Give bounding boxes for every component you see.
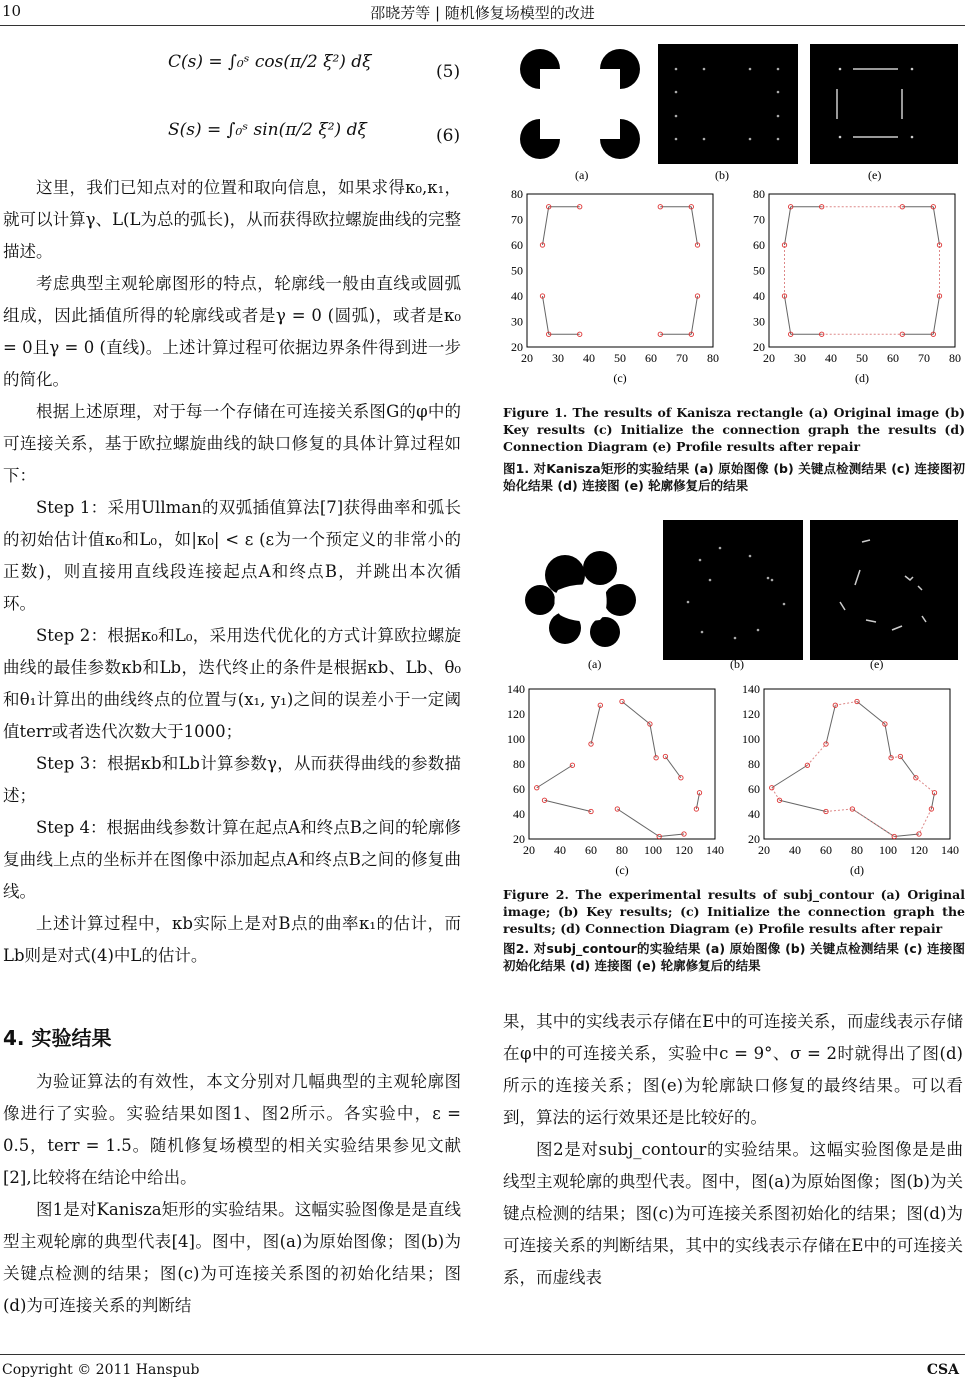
- y-tick-label: 50: [511, 263, 523, 278]
- footer-copyright: Copyright © 2011 Hanspub: [2, 1362, 200, 1378]
- figure1-caption-zh: 图1. 对Kanisza矩形的实验结果 (a) 原始图像 (b) 关键点检测结果 (c) 连接图初始化结果 (d) 连接图 (e) 轮廓修复后的结果: [503, 461, 965, 493]
- y-tick-label: 120: [742, 707, 760, 721]
- x-tick-label: 120: [910, 843, 928, 857]
- x-tick-label: 30: [794, 351, 806, 365]
- paragraph: Step 2：根据κ₀和L₀，采用迭代优化的方式计算欧拉螺旋曲线的最佳参数κb和Lb，迭代终止的条件是根据κb、Lb、θ₀和θ₁计算出的曲线终点的位置与(x₁, y₁)之间的误差小于一定阈值terr或者迭代次数大于1000；: [3, 626, 461, 741]
- x-tick-label: 80: [851, 843, 863, 857]
- figure1-original-image: [510, 44, 650, 164]
- x-tick-label: 50: [856, 351, 868, 365]
- x-tick-label: 20: [758, 843, 770, 857]
- y-tick-label: 50: [753, 263, 765, 278]
- y-tick-label: 100: [507, 732, 525, 746]
- right-column-text: [503, 1006, 963, 1294]
- x-tick-label: 140: [706, 843, 724, 857]
- y-tick-label: 140: [742, 683, 760, 696]
- left-column-text-2: [3, 1066, 461, 1322]
- chart-panel-label: (c): [613, 371, 627, 385]
- figure1-panel-label-a: (a): [575, 168, 589, 182]
- x-tick-label: 60: [887, 351, 899, 365]
- equation-5-label: (5): [436, 62, 461, 82]
- plot-frame: [529, 689, 715, 839]
- x-tick-label: 40: [554, 843, 566, 857]
- y-tick-label: 20: [748, 832, 760, 846]
- x-tick-label: 60: [585, 843, 597, 857]
- equation-5: C(s) = ∫₀ˢ cos(π/2 ξ²) dξ: [168, 52, 372, 72]
- y-tick-label: 20: [511, 340, 523, 354]
- x-tick-label: 70: [676, 351, 688, 365]
- paragraph: 图2是对subj_contour的实验结果。这幅实验图像是是曲线型主观轮廓的典型代表。图中，图(a)为原始图像；图(b)为关键点检测的结果；图(c)为可连接关系图初始化的结果；图(d)为可连接关系的判断结果，其中的实线表示存储在E中的可连接关系，而虚线表: [503, 1140, 963, 1287]
- y-tick-label: 40: [513, 807, 525, 821]
- figure1-chart-d: [745, 188, 965, 398]
- x-tick-label: 100: [879, 843, 897, 857]
- x-tick-label: 60: [645, 351, 657, 365]
- figure1-panel-label-e: (e): [868, 168, 882, 182]
- y-tick-label: 80: [513, 757, 525, 771]
- plot-frame: [527, 194, 713, 347]
- y-tick-label: 80: [748, 757, 760, 771]
- x-tick-label: 50: [614, 351, 626, 365]
- left-column-text: [3, 172, 461, 972]
- y-tick-label: 40: [753, 289, 765, 303]
- x-tick-label: 20: [763, 351, 775, 365]
- paragraph: 这里，我们已知点对的位置和取向信息，如果求得κ₀,κ₁，就可以计算γ、L(L为总的弧长)，从而获得欧拉螺旋曲线的完整描述。: [3, 178, 461, 261]
- x-tick-label: 140: [941, 843, 959, 857]
- page-number: 10: [2, 2, 22, 20]
- equation-6-label: (6): [436, 126, 461, 146]
- y-tick-label: 80: [511, 188, 523, 201]
- footer-rule: [0, 1354, 965, 1355]
- paragraph: Step 4：根据曲线参数计算在起点A和终点B之间的轮廓修复曲线上点的坐标并在图像中添加起点A和终点B之间的修复曲线。: [3, 818, 461, 901]
- figure2-caption-zh: 图2. 对subj_contour的实验结果 (a) 原始图像 (b) 关键点检测结果 (c) 连接图初始化结果 (d) 连接图 (e) 轮廓修复后的结果: [503, 941, 965, 973]
- figure2-caption-en: Figure 2. The experimental results of subj_contour (a) Original image; (b) Key results; (c) Initialize the connection graph the results; (d) Connection Diagram (e) Profile results after repair: [503, 887, 965, 936]
- paragraph: 图1是对Kanisza矩形的实验结果。这幅实验图像是是直线型主观轮廓的典型代表[4]。图中，图(a)为原始图像；图(b)为关键点检测的结果；图(c)为可连接关系图的初始化结果；图(d)为可连接关系的判断结: [3, 1200, 461, 1315]
- x-tick-label: 30: [552, 351, 564, 365]
- section-heading: 4. 实验结果: [3, 1026, 112, 1050]
- y-tick-label: 40: [511, 289, 523, 303]
- paragraph: 为验证算法的有效性，本文分别对几幅典型的主观轮廓图像进行了实验。实验结果如图1、图2所示。各实验中，ε = 0.5，terr = 1.5。随机修复场模型的相关实验结果参见文献[2],比较将在结论中给出。: [3, 1072, 461, 1187]
- chart-panel-label: (d): [855, 371, 869, 385]
- y-tick-label: 60: [753, 238, 765, 252]
- y-tick-label: 70: [511, 212, 523, 227]
- header-rule: [0, 25, 965, 26]
- y-tick-label: 70: [753, 212, 765, 227]
- figure2-repaired-image: [810, 520, 958, 660]
- x-tick-label: 40: [789, 843, 801, 857]
- figure1-chart-c: [503, 188, 728, 398]
- figure2-original-image: [510, 520, 655, 660]
- y-tick-label: 60: [513, 782, 525, 796]
- figure2-image-row: [510, 520, 965, 680]
- x-tick-label: 40: [825, 351, 837, 365]
- paragraph: 考虑典型主观轮廓图形的特点，轮廓线一般由直线或圆弧组成，因此插值所得的轮廓线或者是γ = 0 (圆弧)，或者是κ₀ = 0且γ = 0 (直线)。上述计算过程可依据边界条件得到进一步的简化。: [3, 274, 461, 389]
- x-tick-label: 120: [675, 843, 693, 857]
- y-tick-label: 60: [511, 238, 523, 252]
- paragraph: 上述计算过程中，κb实际上是对B点的曲率κ₁的估计，而Lb则是对式(4)中L的估计。: [3, 914, 461, 965]
- y-tick-label: 80: [753, 188, 765, 201]
- paragraph: 根据上述原理，对于每一个存储在可连接关系图G的φ中的可连接关系，基于欧拉螺旋曲线的缺口修复的具体计算过程如下：: [3, 402, 461, 485]
- x-tick-label: 60: [820, 843, 832, 857]
- x-tick-label: 80: [707, 351, 719, 365]
- equation-6: S(s) = ∫₀ˢ sin(π/2 ξ²) dξ: [168, 120, 367, 140]
- figure2-panel-label-a: (a): [588, 657, 602, 671]
- figure2-chart-d: [738, 683, 965, 881]
- x-tick-label: 20: [521, 351, 533, 365]
- y-tick-label: 30: [511, 314, 523, 329]
- figure1-keypoints-image: [658, 44, 798, 164]
- running-title: 邵晓芳等 | 随机修复场模型的改进: [370, 4, 595, 22]
- footer-journal: CSA: [926, 1362, 959, 1378]
- figure2-keypoints-image: [663, 520, 803, 660]
- paragraph: Step 1：采用Ullman的双弧插值算法[7]获得曲率和弧长的初始估计值κ₀和L₀，如|κ₀| < ε (ε为一个预定义的非常小的正数)，则直接用直线段连接起点A和终点B，并跳出本次循环。: [3, 498, 461, 613]
- x-tick-label: 40: [583, 351, 595, 365]
- x-tick-label: 80: [949, 351, 961, 365]
- figure2-chart-c: [503, 683, 733, 881]
- y-tick-label: 40: [748, 807, 760, 821]
- figure1-caption-en: Figure 1. The results of Kanisza rectangle (a) Original image (b) Key results (c) Initialize the connection graph the results (d) Connection Diagram (e) Profile results after repair: [503, 405, 965, 454]
- paragraph: Step 3：根据κb和Lb计算参数γ，从而获得曲线的参数描述；: [3, 754, 461, 805]
- figure2-panel-label-b: (b): [730, 657, 744, 671]
- x-tick-label: 70: [918, 351, 930, 365]
- chart-panel-label: (d): [850, 863, 864, 877]
- chart-panel-label: (c): [615, 863, 629, 877]
- figure2-panel-label-e: (e): [870, 657, 884, 671]
- plot-frame: [769, 194, 955, 347]
- x-tick-label: 80: [616, 843, 628, 857]
- y-tick-label: 20: [753, 340, 765, 354]
- y-tick-label: 100: [742, 732, 760, 746]
- y-tick-label: 20: [513, 832, 525, 846]
- y-tick-label: 60: [748, 782, 760, 796]
- x-tick-label: 20: [523, 843, 535, 857]
- y-tick-label: 120: [507, 707, 525, 721]
- figure1-repaired-image: [810, 44, 958, 164]
- figure1-panel-label-b: (b): [715, 168, 729, 182]
- paragraph: 果，其中的实线表示存储在E中的可连接关系，而虚线表示存储在φ中的可连接关系，实验中c = 9°、σ = 2时就得出了图(d)所示的连接关系；图(e)为轮廓缺口修复的最终结果。可以看到，算法的运行效果还是比较好的。: [503, 1012, 963, 1127]
- figure1-image-row: [510, 44, 965, 184]
- plot-frame: [764, 689, 950, 839]
- x-tick-label: 100: [644, 843, 662, 857]
- y-tick-label: 140: [507, 683, 525, 696]
- y-tick-label: 30: [753, 314, 765, 329]
